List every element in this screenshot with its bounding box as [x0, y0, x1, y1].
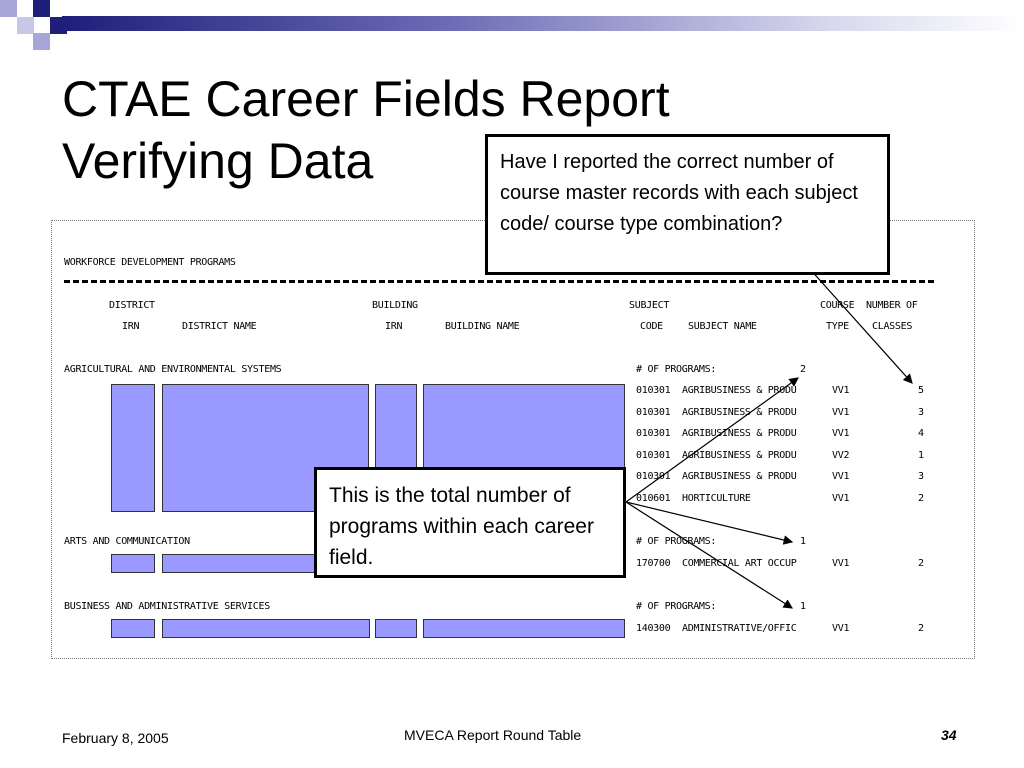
programs-count: 2: [800, 364, 806, 375]
col-header-building: BUILDING: [372, 300, 418, 311]
col-header-building-name: BUILDING NAME: [445, 321, 520, 332]
row-code: 170700: [636, 558, 671, 569]
footer-date: February 8, 2005: [62, 730, 169, 746]
col-header-subject-name: SUBJECT NAME: [688, 321, 757, 332]
row-classes: 5: [918, 385, 924, 396]
row-classes: 2: [918, 558, 924, 569]
slide-title-line2: Verifying Data: [62, 133, 374, 189]
row-code: 010301: [636, 407, 671, 418]
row-code: 140300: [636, 623, 671, 634]
row-classes: 3: [918, 407, 924, 418]
programs-label: # OF PROGRAMS:: [636, 364, 717, 375]
col-header-district: DISTRICT: [109, 300, 155, 311]
row-type: VV2: [832, 450, 850, 461]
section-name: AGRICULTURAL AND ENVIRONMENTAL SYSTEMS: [64, 364, 282, 375]
col-header-district-name: DISTRICT NAME: [182, 321, 257, 332]
callout-total-programs: This is the total number of programs within each career field.: [314, 467, 626, 578]
arrow-to-classes: [800, 258, 912, 383]
row-type: VV1: [832, 407, 850, 418]
arrow-to-program-count: [626, 502, 792, 608]
footer-title: MVECA Report Round Table: [404, 727, 582, 743]
report-heading: WORKFORCE DEVELOPMENT PROGRAMS: [64, 257, 236, 268]
col-header-code: CODE: [640, 321, 663, 332]
row-type: VV1: [832, 623, 850, 634]
col-header-course: COURSE: [820, 300, 855, 311]
section-name: BUSINESS AND ADMINISTRATIVE SERVICES: [64, 601, 270, 612]
row-subject: AGRIBUSINESS & PRODU: [682, 407, 797, 418]
row-code: 010601: [636, 493, 671, 504]
col-header-building-irn: IRN: [385, 321, 403, 332]
row-subject: ADMINISTRATIVE/OFFIC: [682, 623, 797, 634]
arrow-to-program-count: [626, 378, 798, 502]
row-type: VV1: [832, 385, 850, 396]
programs-label: # OF PROGRAMS:: [636, 601, 717, 612]
arrow-to-program-count: [626, 502, 792, 542]
row-subject: AGRIBUSINESS & PRODU: [682, 450, 797, 461]
row-classes: 4: [918, 428, 924, 439]
section-name: ARTS AND COMMUNICATION: [64, 536, 190, 547]
row-type: VV1: [832, 558, 850, 569]
row-type: VV1: [832, 493, 850, 504]
programs-label: # OF PROGRAMS:: [636, 536, 717, 547]
row-subject: COMMERCIAL ART OCCUP: [682, 558, 797, 569]
row-type: VV1: [832, 428, 850, 439]
slide-title-line1: CTAE Career Fields Report: [62, 71, 670, 127]
col-header-irn: IRN: [122, 321, 140, 332]
row-subject: HORTICULTURE: [682, 493, 751, 504]
footer-page-number: 34: [941, 727, 957, 743]
callout-course-records: Have I reported the correct number of course master records with each subject code/ course type combination?: [485, 134, 890, 275]
row-type: VV1: [832, 471, 850, 482]
row-subject: AGRIBUSINESS & PRODU: [682, 471, 797, 482]
col-header-subject: SUBJECT: [629, 300, 670, 311]
row-classes: 2: [918, 493, 924, 504]
row-code: 010301: [636, 428, 671, 439]
programs-count: 1: [800, 601, 806, 612]
row-subject: AGRIBUSINESS & PRODU: [682, 385, 797, 396]
col-header-number-of: NUMBER OF: [866, 300, 918, 311]
row-code: 010301: [636, 471, 671, 482]
row-code: 010301: [636, 450, 671, 461]
row-code: 010301: [636, 385, 671, 396]
row-classes: 2: [918, 623, 924, 634]
row-classes: 3: [918, 471, 924, 482]
programs-count: 1: [800, 536, 806, 547]
row-subject: AGRIBUSINESS & PRODU: [682, 428, 797, 439]
col-header-type: TYPE: [826, 321, 849, 332]
col-header-classes: CLASSES: [872, 321, 913, 332]
row-classes: 1: [918, 450, 924, 461]
